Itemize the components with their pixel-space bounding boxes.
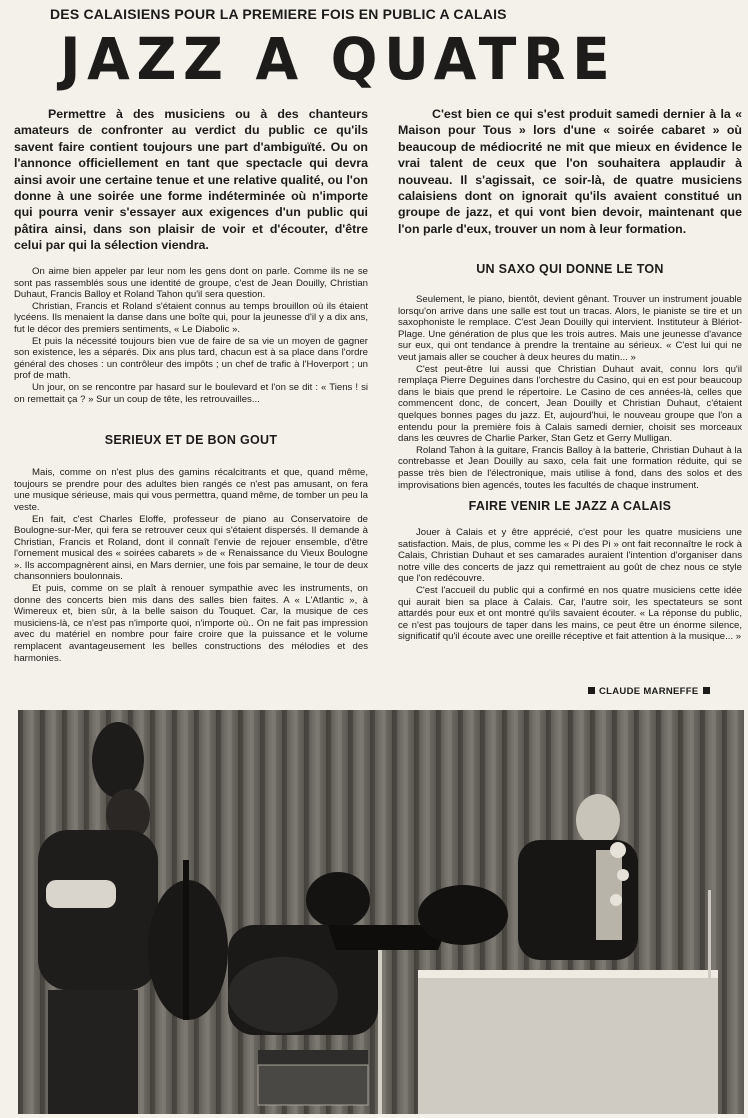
- body-paragraph: Jouer à Calais et y être apprécié, c'est pour les quatre musiciens une satisfaction. Mais, de plus, comme les « Pi des Pi » ont fait reconnaître le rock à Calais, Christian Duhaut et ses camarades auraient l'intention d'organiser dans notre ville des concerts de jazz qui remettraient au goût de chez nous ce style que l'on redécouvre.: [398, 527, 742, 585]
- headline: JAZZ A QUATRE: [60, 25, 617, 93]
- body-paragraph: Seulement, le piano, bientôt, devient gênant. Trouver un instrument jouable lorsqu'on arrive dans une salle est tout un tracas. Alors, le pianiste se tire et un saxophoniste le remplace. C'est Jean Douilly qui intervient. Instituteur à Blériot-Plage. Une génération de plus que les trois autres. Mais une jeunesse d'avance sur eux, qui ont tendance à prendre la trentaine au sérieux. « C'est lui qui ne veut jamais aller se coucher à deux heures du matin... »: [398, 294, 742, 363]
- body-paragraph: Mais, comme on n'est plus des gamins récalcitrants et que, quand même, toujours se prendre pour des adultes bien rangés ce n'est pas amusant, on fera une musique sérieuse, mais qui vous permettra, quand même, de tomber un peu la veste.: [14, 467, 368, 513]
- body-paragraph: Et puis la nécessité toujours bien vue de faire de sa vie un moyen de gagner son existence, les a séparés. Dix ans plus tard, chacun est à sa place dans l'ordre général des choses : un contrôleur des impôts ; un chef de trafic à l'Hoverport ; un prof de math.: [14, 335, 368, 382]
- band-photo-illustration: [18, 710, 744, 1114]
- subheading-venir: FAIRE VENIR LE JAZZ A CALAIS: [468, 499, 672, 514]
- amplifier: [258, 1065, 368, 1105]
- mic-stand: [708, 890, 711, 1114]
- square-bullet-icon: [703, 687, 710, 694]
- lede-left: Permettre à des musiciens ou à des chanteurs amateurs de confronter au verdict du public ce qu'ils savent faire contient toujours une part d'ambiguïté. Ou on l'annonce officiellement en tant que spectacle qui devra ainsi avoir une certaine tenue et une relative qualité, ou l'on donne à une soirée une forme indéterminée où n'importe qui pourra venir s'essayer aux exigences d'un public qui pâtira ainsi, dans son plaisir de voir et d'écouter, d'être celui par qui la sélection viendra.: [14, 107, 368, 253]
- body-paragraph: On aime bien appeler par leur nom les gens dont on parle. Comme ils ne se sont pas rassemblés sous une identité de groupe, c'est de Jean Douilly, Christian Duhaut, Francis Balloy et Roland Tahon qu'il sera question.: [14, 266, 368, 301]
- stage-table: [418, 970, 718, 1114]
- body-paragraph: C'est l'accueil du public qui a confirmé en nos quatre musiciens cette idée qui aurait bien sa place à Calais. Car, l'autre soir, les spectateurs se sont attardés pour eux et ont montré qu'ils savaient écouter. « La réponse du public, ce n'est pas toujours de taper dans les mains, ce peut être un énorme silence, significatif qu'il écoute avec une oreille réceptive et fait attention à la musique... »: [398, 585, 742, 643]
- byline: [584, 686, 744, 697]
- body-paragraph: En fait, c'est Charles Eloffe, professeur de piano au Conservatoire de Boulogne-sur-Mer, qui fera se retrouver ceux qui s'étaient dispersés. Il demande à Christian, Francis et Roland, dont il connaît l'envie de rejouer ensemble, d'être l'ornement musical des « soirées cabarets » de « Renaissance du Vieux Boulogne ». Ils accompagnèrent ainsi, en Mars dernier, une fois par semaine, le tour de deux chansonniers boulonnais.: [14, 513, 368, 583]
- square-bullet-icon: [588, 687, 595, 694]
- body-paragraph: Christian, Francis et Roland s'étaient connus au temps brouillon où ils étaient lycéens. Ils menaient la danse dans une boîte qui, pour la jeunesse d'il y a dix ans, fut le décor des premiers sentiments, « Le Diabolic ».: [14, 300, 368, 335]
- band-photo: [18, 710, 744, 1114]
- subheading-saxo: UN SAXO QUI DONNE LE TON: [476, 262, 664, 276]
- left-column: [14, 266, 368, 664]
- body-paragraph: C'est peut-être lui aussi que Christian Duhaut avait, connu lors qu'il remplaça Pierre Deguines dans l'orchestre du Casino, qui en est pour beaucoup dans le biais que prend le répertoire. Le Casino de ces années-là, celles que commencent donc, de concert, Jean Douilly et Christian Duhaut, c'étaient quelques bonnes pages du jazz. Et, aujourd'hui, le nouveau groupe que l'on a entendu pour la première fois à Calais samedi dernier, choisit ses morceaux dans les œuvres de Charlie Parker, Stan Getz et Gerry Mulligan.: [398, 363, 742, 445]
- drum-cymbal: [418, 885, 508, 945]
- body-paragraph: Et puis, comme on se plaît à renouer sympathie avec les instruments, on donne des concerts bien mis dans des salles bien faites. A « L'Atlantic », à Wimereux et, bien sûr, à la belle saison du Touquet. Car, la musique de ces musiciens-là, ce n'est pas n'importe quoi, n'importe où.. On ne fait pas impression avec du matériel en nombre pour faire croire que la puissance et le volume remplacent avantageusement les belles constructions des mélodies et des harmonies.: [14, 583, 368, 664]
- subheading-serieux: SERIEUX ET DE BON GOUT: [104, 433, 278, 448]
- right-column: [398, 262, 742, 643]
- lede-right: C'est bien ce qui s'est produit samedi dernier à la « Maison pour Tous » lors d'une « soirée cabaret » où beaucoup de médiocrité ne mit que mieux en évidence le vrai talent de ceux que l'on souhaitera applaudir à nouveau. Il s'agissait, ce soir-là, de quatre musiciens calaisiens dont on ignorait qu'ils avaient constitué un groupe de jazz, et qui vont bien devoir, maintenant que l'on parle d'eux, trouver un nom à leur formation.: [398, 107, 742, 236]
- body-paragraph: Roland Tahon à la guitare, Francis Balloy à la batterie, Christian Duhaut à la contrebasse et Jean Douilly au saxo, cela fait une formation réduite, qui se passe très bien de l'électronique, mais utilise à fond, dans des solos et des improvisations bien agencés, toutes les facultés de chaque instrument.: [398, 444, 742, 491]
- body-paragraph: Un jour, on se rencontre par hasard sur le boulevard et l'on se dit : « Tiens ! si on remettait ça ? » Sur un coup de tête, les retrouvailles...: [14, 381, 368, 405]
- byline-name: CLAUDE MARNEFFE: [599, 686, 699, 697]
- kicker: DES CALAISIENS POUR LA PREMIERE FOIS EN PUBLIC A CALAIS: [50, 6, 507, 22]
